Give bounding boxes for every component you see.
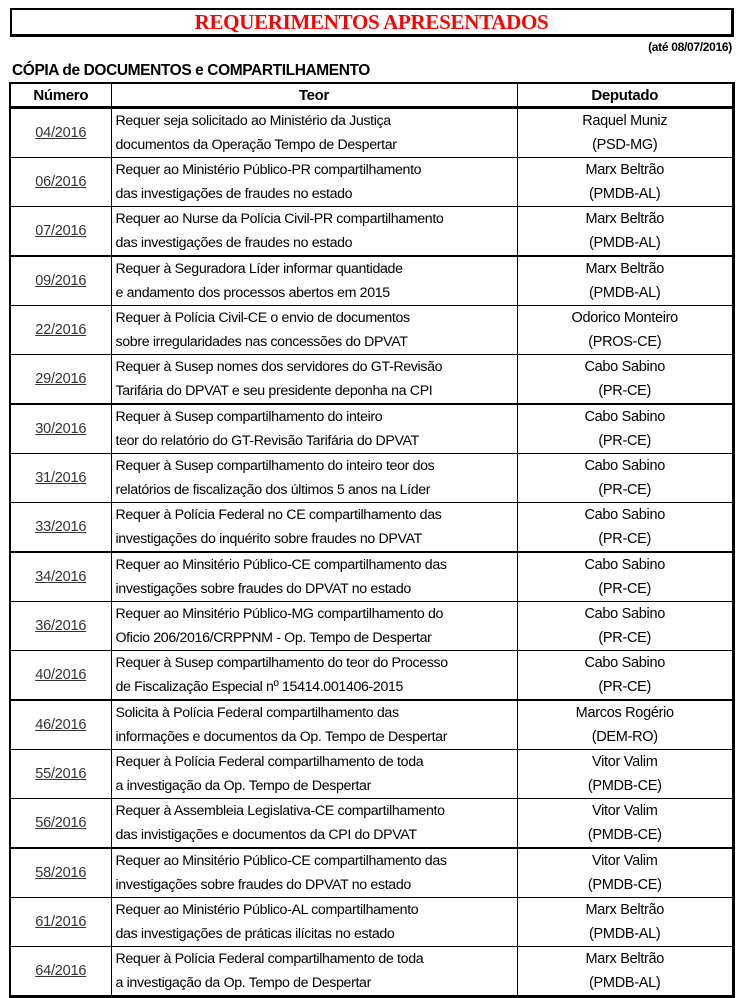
numero-cell <box>11 207 111 257</box>
requerimento-number-link[interactable]: 58/2016 <box>35 865 87 881</box>
teor-cell <box>111 947 517 996</box>
deputado-cell <box>517 552 732 602</box>
teor-line: Requer à Susep compartilhamento do teor do Processo <box>115 655 448 671</box>
deputado-cell <box>517 158 732 207</box>
table-row <box>11 700 732 750</box>
teor-cell <box>111 355 517 405</box>
numero-cell <box>11 552 111 602</box>
teor-line: Requer ao Ministério Público-AL compartilhamento <box>115 902 419 918</box>
numero-cell <box>11 503 111 553</box>
table-row <box>11 799 732 849</box>
deputado-name: Cabo Sabino <box>584 507 666 523</box>
teor-line: relatórios de fiscalização dos últimos 5 anos na Líder <box>115 482 431 498</box>
teor-cell <box>111 158 517 207</box>
table-row <box>11 158 732 207</box>
deputado-name: Odorico Monteiro <box>571 310 678 326</box>
deputado-cell <box>517 898 732 947</box>
requerimento-number-link[interactable]: 22/2016 <box>35 322 87 338</box>
teor-line: Tarifária do DPVAT e seu presidente deponha na CPI <box>115 383 433 399</box>
table-row <box>11 355 732 405</box>
deputado-name: Marcos Rogério <box>575 705 674 721</box>
requerimento-number-link[interactable]: 30/2016 <box>35 421 87 437</box>
teor-line: Requer ao Minsitério Público-MG compartilhamento do <box>115 606 444 622</box>
deputado-name: Marx Beltrão <box>585 211 665 227</box>
deputado-party: (PMDB-CE) <box>587 778 662 794</box>
requerimento-number-link[interactable]: 06/2016 <box>35 174 87 190</box>
deputado-cell <box>517 207 732 257</box>
deputado-cell <box>517 947 732 996</box>
deputado-cell <box>517 256 732 306</box>
teor-line: Requer à Polícia Civil-CE o envio de documentos <box>115 310 410 326</box>
teor-line: Oficio 206/2016/CRPPNM - Op. Tempo de Despertar <box>115 630 432 646</box>
requerimento-number-link[interactable]: 29/2016 <box>35 371 87 387</box>
teor-cell <box>111 552 517 602</box>
teor-line: informações e documentos da Op. Tempo de Despertar <box>115 729 448 745</box>
date-note: (até 08/07/2016) <box>648 40 732 54</box>
table-row <box>11 602 732 651</box>
teor-line: Requer seja solicitado ao Ministério da Justiça <box>115 113 391 129</box>
table-row <box>11 750 732 799</box>
teor-cell <box>111 306 517 355</box>
column-header-deputado: Deputado <box>517 84 732 108</box>
table-row <box>11 454 732 503</box>
deputado-name: Cabo Sabino <box>584 655 666 671</box>
teor-line: Requer à Susep compartilhamento do inteiro <box>115 409 383 425</box>
deputado-party: (PMDB-AL) <box>589 235 661 251</box>
numero-cell <box>11 158 111 207</box>
numero-cell <box>11 108 111 158</box>
numero-cell <box>11 898 111 947</box>
teor-line: Requer à Polícia Federal compartilhamento de toda <box>115 951 424 967</box>
teor-line: das investigações de fraudes no estado <box>115 186 353 202</box>
numero-cell <box>11 355 111 405</box>
deputado-cell <box>517 651 732 701</box>
teor-cell <box>111 848 517 898</box>
table-row <box>11 207 732 257</box>
table-row <box>11 108 732 158</box>
deputado-cell <box>517 404 732 454</box>
numero-cell <box>11 750 111 799</box>
deputado-name: Vitor Valim <box>592 754 658 770</box>
deputado-cell <box>517 454 732 503</box>
deputado-name: Marx Beltrão <box>585 162 665 178</box>
deputado-cell <box>517 700 732 750</box>
requerimento-number-link[interactable]: 36/2016 <box>35 618 87 634</box>
requerimento-number-link[interactable]: 04/2016 <box>35 125 87 141</box>
teor-line: Requer à Susep compartilhamento do inteiro teor dos <box>115 458 435 474</box>
teor-cell <box>111 404 517 454</box>
deputado-party: (PR-CE) <box>598 531 652 547</box>
deputado-party: (PR-CE) <box>598 581 652 597</box>
teor-cell <box>111 651 517 701</box>
table-row <box>11 552 732 602</box>
table-row <box>11 256 732 306</box>
deputado-cell <box>517 750 732 799</box>
requerimento-number-link[interactable]: 34/2016 <box>35 569 87 585</box>
table-row <box>11 848 732 898</box>
column-header-teor: Teor <box>111 84 517 108</box>
teor-cell <box>111 700 517 750</box>
table-row <box>11 947 732 996</box>
teor-cell <box>111 503 517 553</box>
table-row <box>11 306 732 355</box>
teor-line: investigações sobre fraudes do DPVAT no estado <box>115 581 411 597</box>
requerimento-number-link[interactable]: 56/2016 <box>35 815 87 831</box>
teor-cell <box>111 256 517 306</box>
teor-line: de Fiscalização Especial nº 15414.001406-2015 <box>115 679 404 695</box>
deputado-party: (PMDB-AL) <box>589 975 661 991</box>
deputado-name: Marx Beltrão <box>585 951 665 967</box>
teor-line: Requer ao Minsitério Público-CE compartilhamento das <box>115 557 447 573</box>
requerimento-number-link[interactable]: 64/2016 <box>35 963 87 979</box>
numero-cell <box>11 602 111 651</box>
numero-cell <box>11 947 111 996</box>
deputado-party: (PSD-MG) <box>592 137 658 153</box>
deputado-cell <box>517 799 732 849</box>
deputado-name: Vitor Valim <box>592 803 658 819</box>
deputado-party: (PMDB-CE) <box>587 827 662 843</box>
section-title: CÓPIA de DOCUMENTOS e COMPARTILHAMENTO <box>12 62 370 79</box>
teor-line: investigações do inquérito sobre fraudes no DPVAT <box>115 531 422 547</box>
teor-cell <box>111 750 517 799</box>
deputado-party: (PR-CE) <box>598 630 652 646</box>
deputado-name: Cabo Sabino <box>584 458 666 474</box>
deputado-name: Cabo Sabino <box>584 606 666 622</box>
teor-line: Requer à Polícia Federal no CE compartilhamento das <box>115 507 442 523</box>
deputado-name: Marx Beltrão <box>585 902 665 918</box>
requerimento-number-link[interactable]: 31/2016 <box>35 470 87 486</box>
numero-cell <box>11 799 111 849</box>
deputado-party: (PMDB-AL) <box>589 186 661 202</box>
teor-cell <box>111 602 517 651</box>
column-header-numero: Número <box>11 84 111 108</box>
teor-line: Requer ao Ministério Público-PR compartilhamento <box>115 162 422 178</box>
teor-cell <box>111 454 517 503</box>
teor-line: das investigações de práticas ilícitas no estado <box>115 926 395 942</box>
deputado-cell <box>517 355 732 405</box>
page-title: REQUERIMENTOS APRESENTADOS <box>194 10 549 34</box>
teor-line: Requer à Seguradora Líder informar quantidade <box>115 261 403 277</box>
deputado-party: (PR-CE) <box>598 433 652 449</box>
deputado-name: Marx Beltrão <box>585 261 665 277</box>
table-row <box>11 404 732 454</box>
teor-line: sobre irregularidades nas concessões do DPVAT <box>115 334 408 350</box>
deputado-party: (PMDB-AL) <box>589 285 661 301</box>
requerimento-number-link[interactable]: 61/2016 <box>35 914 87 930</box>
numero-cell <box>11 256 111 306</box>
deputado-party: (PR-CE) <box>598 383 652 399</box>
teor-line: Requer ao Nurse da Polícia Civil-PR compartilhamento <box>115 211 444 227</box>
deputado-party: (PROS-CE) <box>588 334 662 350</box>
deputado-party: (PR-CE) <box>598 679 652 695</box>
teor-line: Requer à Polícia Federal compartilhamento de toda <box>115 754 424 770</box>
teor-line: das investigações de fraudes no estado <box>115 235 353 251</box>
requerimentos-table <box>9 82 735 998</box>
deputado-name: Cabo Sabino <box>584 409 666 425</box>
teor-line: a investigação da Op. Tempo de Despertar <box>115 975 371 991</box>
requerimento-number-link[interactable]: 40/2016 <box>35 667 87 683</box>
table-row <box>11 898 732 947</box>
teor-line: Requer à Assembleia Legislativa-CE compartilhamento <box>115 803 445 819</box>
title-banner <box>10 8 734 37</box>
teor-line: a investigação da Op. Tempo de Despertar <box>115 778 371 794</box>
numero-cell <box>11 651 111 701</box>
deputado-party: (PMDB-CE) <box>587 877 662 893</box>
teor-line: e andamento dos processos abertos em 2015 <box>115 285 390 301</box>
teor-line: documentos da Operação Tempo de Despertar <box>115 137 397 153</box>
numero-cell <box>11 700 111 750</box>
teor-line: teor do relatório do GT-Revisão Tarifária do DPVAT <box>115 433 419 449</box>
teor-line: Requer à Susep nomes dos servidores do GT-Revisão <box>115 359 443 375</box>
teor-cell <box>111 799 517 849</box>
deputado-cell <box>517 602 732 651</box>
deputado-cell <box>517 108 732 158</box>
deputado-name: Vitor Valim <box>592 853 658 869</box>
requerimento-number-link[interactable]: 55/2016 <box>35 766 87 782</box>
requerimento-number-link[interactable]: 46/2016 <box>35 717 87 733</box>
deputado-name: Raquel Muniz <box>582 113 668 129</box>
teor-line: Requer ao Minsitério Público-CE compartilhamento das <box>115 853 447 869</box>
deputado-name: Cabo Sabino <box>584 557 666 573</box>
requerimento-number-link[interactable]: 09/2016 <box>35 273 87 289</box>
requerimento-number-link[interactable]: 07/2016 <box>35 223 87 239</box>
teor-line: das invistigações e documentos da CPI do DPVAT <box>115 827 417 843</box>
table-row <box>11 503 732 553</box>
teor-line: Solicita à Polícia Federal compartilhamento das <box>115 705 399 721</box>
numero-cell <box>11 306 111 355</box>
numero-cell <box>11 848 111 898</box>
deputado-cell <box>517 503 732 553</box>
teor-line: investigações sobre fraudes do DPVAT no estado <box>115 877 411 893</box>
deputado-cell <box>517 848 732 898</box>
table-row <box>11 651 732 701</box>
deputado-party: (DEM-RO) <box>591 729 658 745</box>
numero-cell <box>11 404 111 454</box>
table-header-row <box>11 84 732 108</box>
teor-cell <box>111 207 517 257</box>
deputado-party: (PMDB-AL) <box>589 926 661 942</box>
teor-cell <box>111 108 517 158</box>
deputado-party: (PR-CE) <box>598 482 652 498</box>
numero-cell <box>11 454 111 503</box>
requerimento-number-link[interactable]: 33/2016 <box>35 519 87 535</box>
deputado-cell <box>517 306 732 355</box>
deputado-name: Cabo Sabino <box>584 359 666 375</box>
teor-cell <box>111 898 517 947</box>
